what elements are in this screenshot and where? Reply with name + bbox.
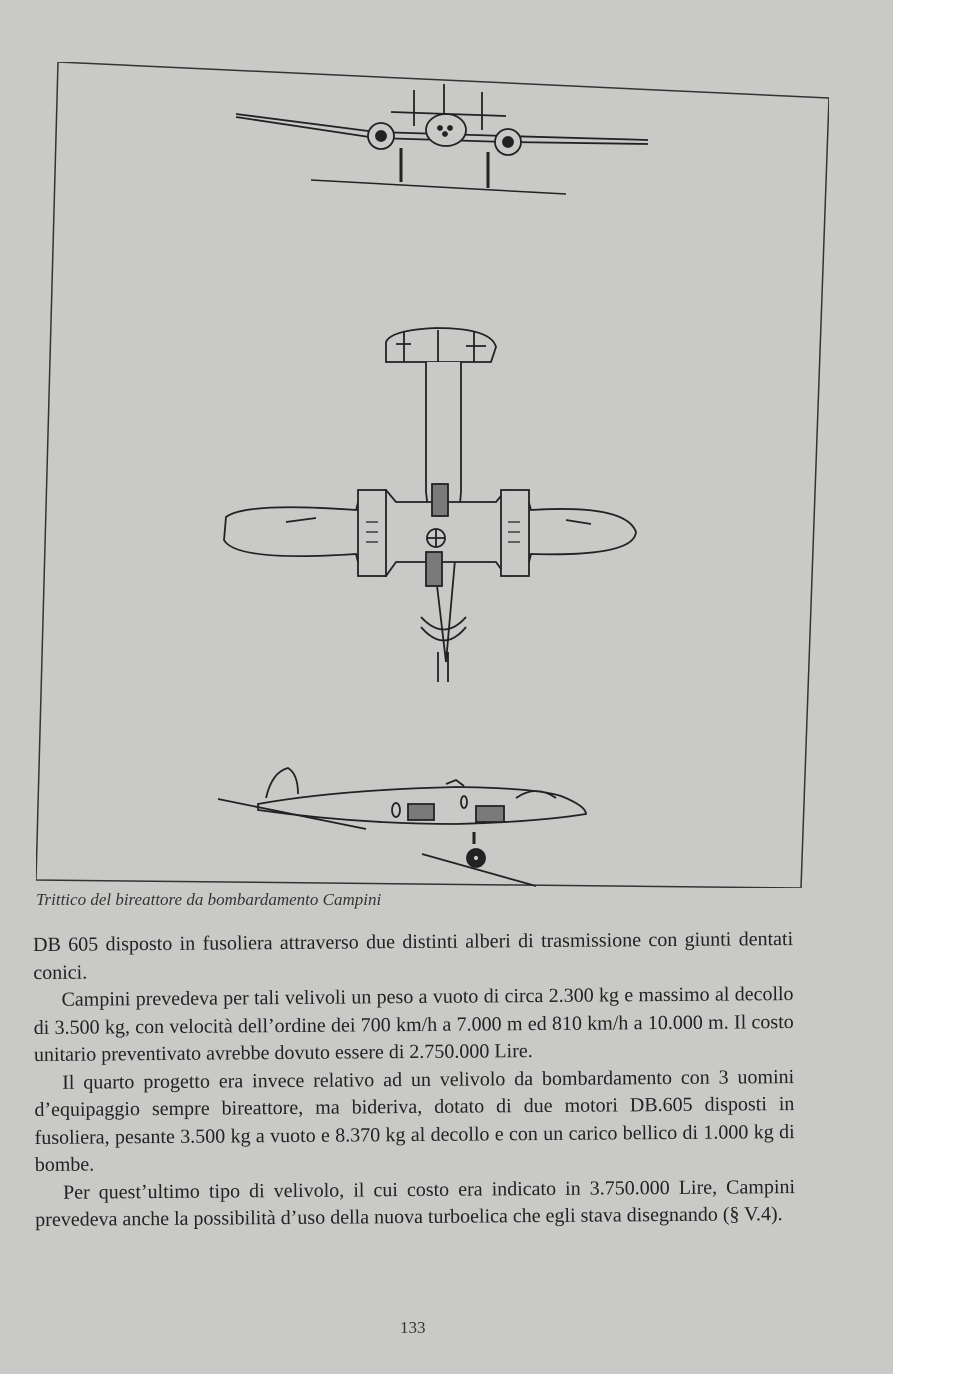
side-view [218, 768, 586, 886]
body-text [33, 926, 795, 1234]
aircraft-drawing [36, 62, 829, 888]
page-number: 133 [400, 1318, 426, 1337]
paragraph: Per quest’ultimo tipo di velivolo, il cui costo era indicato in 3.750.000 Lire, Campini prevedeva anche la possibilità d’uso della nuova turboelica che egli stava disegnando (§ V.4). [35, 1175, 796, 1231]
paragraph: Il quarto progetto era invece relativo ad un velivolo da bombardamento con 3 uomini d’equipaggio sempre bireattore, ma bideriva, dotato di due motori DB.605 disposti in fusoliera, pesante 3.500 kg a vuoto e 8.370 kg al decollo e con un carico bellico di 1.000 kg di bombe. [34, 1065, 795, 1176]
top-view [224, 328, 636, 682]
figure-caption: Trittico del bireattore da bombardamento Campini [36, 890, 382, 909]
front-view [236, 84, 648, 194]
aircraft-three-view-figure [36, 62, 829, 888]
paragraph: DB 605 disposto in fusoliera attraverso due distinti alberi di trasmissione con giunti dentati conici. [33, 928, 794, 984]
paragraph: Campini prevedeva per tali velivoli un peso a vuoto di circa 2.300 kg e massimo al decollo di 3.500 kg, con velocità dell’ordine dei 700 km/h a 7.000 m ed 810 km/h a 10.000 m. Il costo unitario preventivato avrebbe dovuto essere di 2.750.000 Lire. [33, 983, 794, 1066]
